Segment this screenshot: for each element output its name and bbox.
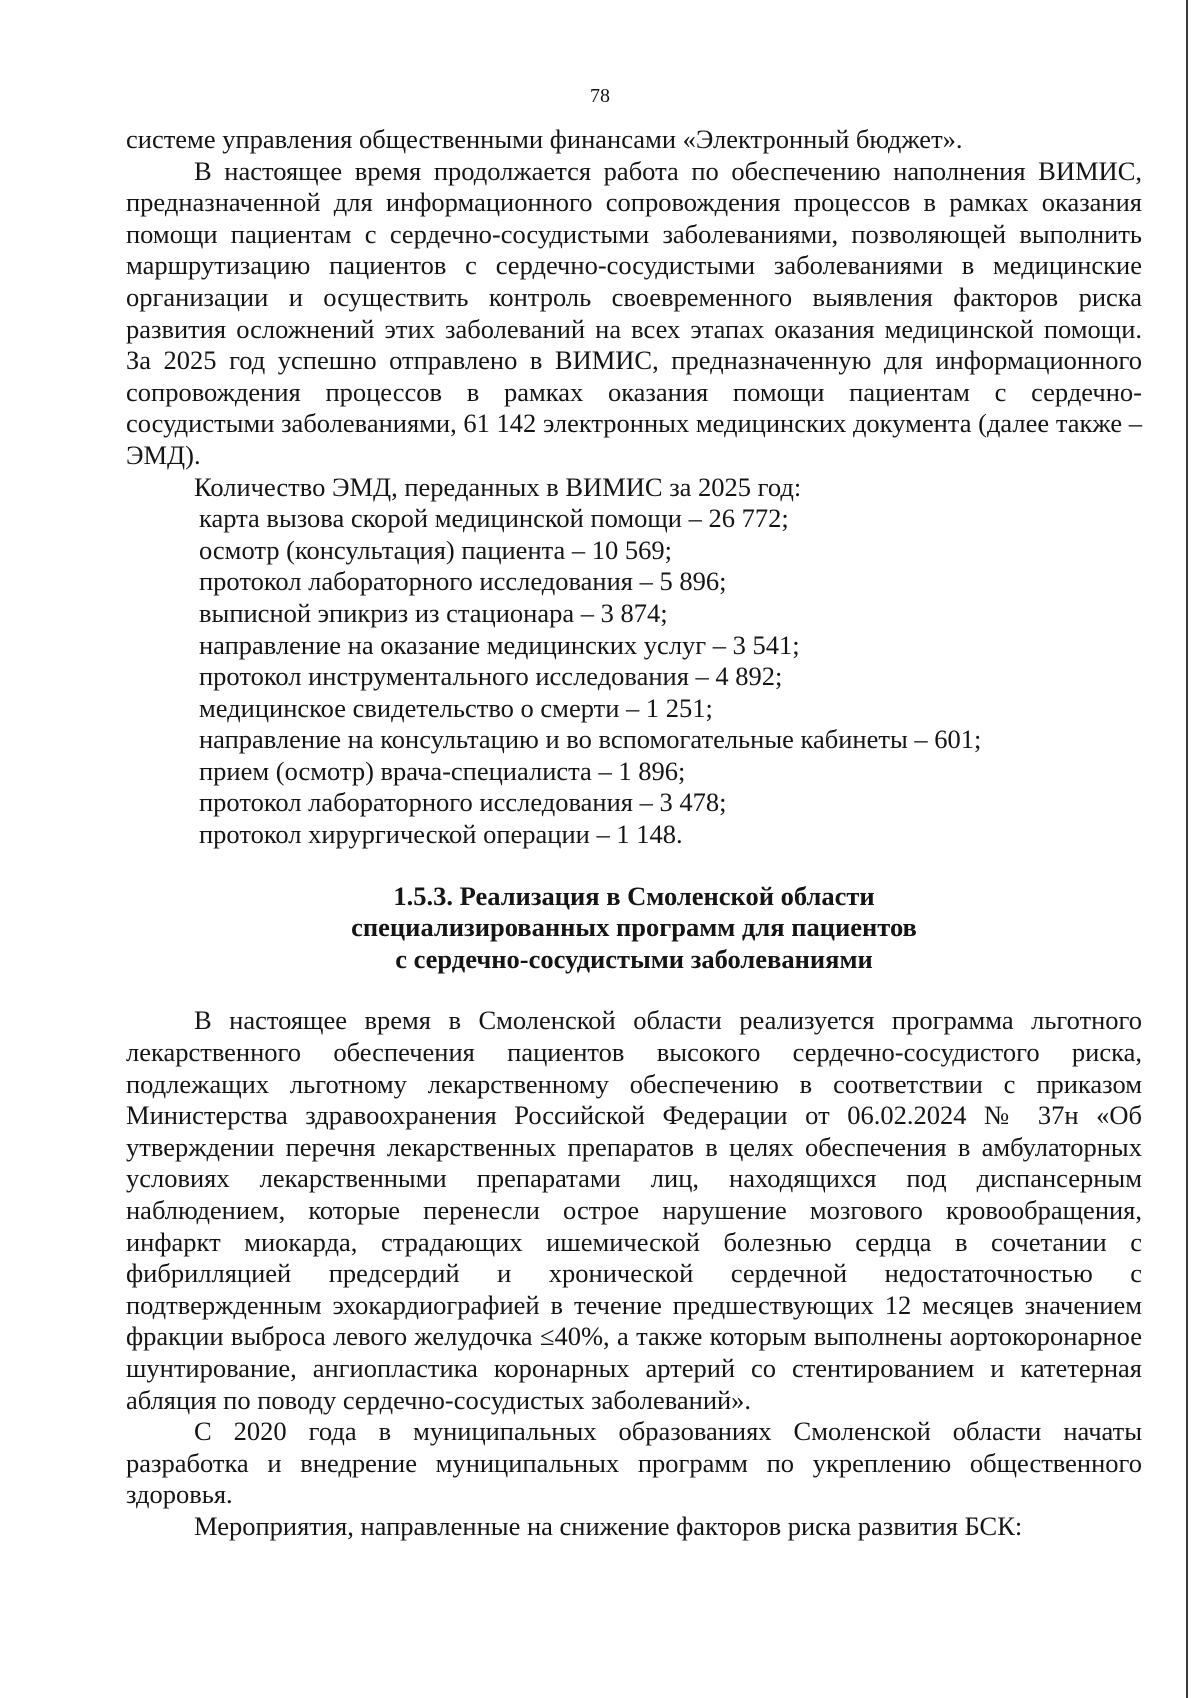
list-item: протокол лабораторного исследования – 3 478; xyxy=(199,787,727,818)
section-heading-line: специализированных программ для пациентов xyxy=(351,912,917,943)
paragraph-drug-program: В настоящее время в Смоленской области реализуется программа льготного лекарственного обеспечения пациентов высокого сердечно-сосудистого риска, подлежащих льготному лекарственному обеспечению в соответствии с приказом Министерства здравоохранения Российской Федерации от 06.02.2024 № 37н «Об утверждении перечня лекарственных препаратов в целях обеспечения в амбулаторных условиях лекарственными препаратами лиц, находящихся под диспансерным наблюдением, которые перенесли острое нарушение мозгового кровообращения, инфаркт миокарда, страдающих ишемической болезнью сердца в сочетании с фибрилляцией предсердий и хронической сердечной недостаточностью с подтвержденным эхокардиографией в течение предшествующих 12 месяцев значением фракции выброса левого желудочка ≤40%, а также которым выполнены аортокоронарное шунтирование, ангиопластика коронарных артерий со стентированием и катетерная абляция по поводу сердечно-сосудистых заболеваний». xyxy=(126,1005,1142,1415)
paragraph-vimis: В настоящее время продолжается работа по обеспечению наполнения ВИМИС, предназначенной для информационного сопровождения процессов в рамках оказания помощи пациентам с сердечно-сосудистыми заболеваниями, позволяющей выполнить маршрутизацию пациентов с сердечно-сосудистыми заболеваниями в медицинские организации и осуществить контроль своевременного выявления факторов риска развития осложнений этих заболеваний на всех этапах оказания медицинской помощи. За 2025 год успешно отправлено в ВИМИС, предназначенную для информационного сопровождения процессов в рамках оказания помощи пациентам с сердечно-сосудистыми заболеваниями, 61 142 электронных медицинских документа (далее также – ЭМД). xyxy=(126,155,1142,470)
page-number: 78 xyxy=(590,85,610,107)
list-item: медицинское свидетельство о смерти – 1 251; xyxy=(199,692,713,723)
list-item: карта вызова скорой медицинской помощи – 26 772; xyxy=(199,503,789,534)
section-heading-line: 1.5.3. Реализация в Смоленской области xyxy=(393,880,875,911)
paragraph-continuation: системе управления общественными финансами «Электронный бюджет». xyxy=(126,124,963,154)
paragraph-measures-intro: Мероприятия, направленные на снижение факторов риска развития БСК: xyxy=(194,1510,1023,1541)
section-heading xyxy=(126,881,1142,976)
list-item: протокол лабораторного исследования – 5 896; xyxy=(199,566,727,597)
emd-list xyxy=(199,503,1142,851)
list-item: направление на оказание медицинских услуг – 3 541; xyxy=(199,629,800,660)
list-item: протокол хирургической операции – 1 148. xyxy=(199,819,683,850)
list-item: направление на консультацию и во вспомогательные кабинеты – 601; xyxy=(199,724,982,755)
list-item: осмотр (консультация) пациента – 10 569; xyxy=(199,534,673,565)
list-item: протокол инструментального исследования – 4 892; xyxy=(199,661,783,692)
emd-list-intro: Количество ЭМД, переданных в ВИМИС за 2025 год: xyxy=(194,471,802,502)
section-heading-line: с сердечно-сосудистыми заболеваниями xyxy=(395,943,873,974)
paragraph-municipal-programs: С 2020 года в муниципальных образованиях Смоленской области начаты разработка и внедрение муниципальных программ по укреплению общественного здоровья. xyxy=(126,1416,1142,1510)
document-body xyxy=(126,124,1142,1543)
list-item: прием (осмотр) врача-специалиста – 1 896; xyxy=(199,755,686,786)
scan-edge-line xyxy=(1186,0,1188,1698)
list-item: выписной эпикриз из стационара – 3 874; xyxy=(199,597,668,628)
